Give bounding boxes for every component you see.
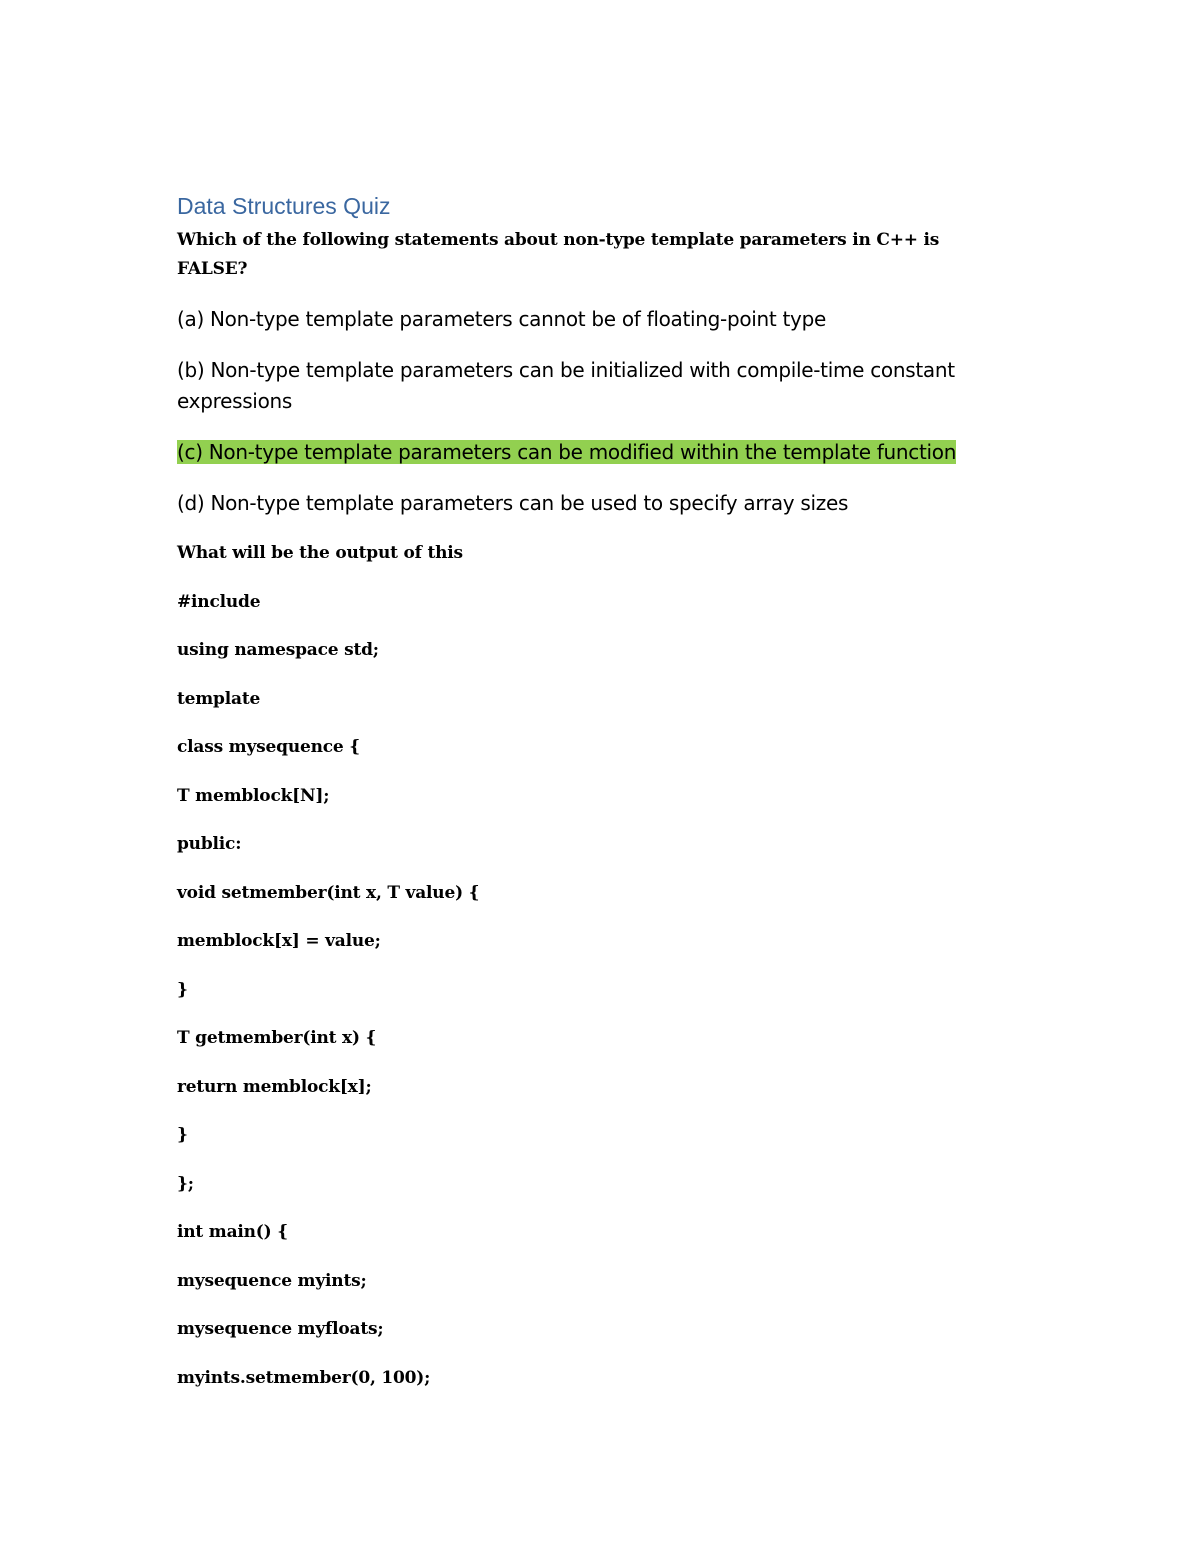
option-a (177, 304, 1007, 335)
option-d (177, 488, 1007, 519)
code-line: #include (177, 591, 261, 612)
code-line: }; (177, 1173, 194, 1194)
quiz-title: Data Structures Quiz (177, 193, 391, 219)
code-line: } (177, 1125, 188, 1145)
code-line: template (177, 688, 261, 709)
code-line: public: (177, 834, 242, 854)
code-block (177, 588, 1007, 1393)
question-1: Which of the following statements about non-type template parameters in C++ is FALSE? (177, 230, 940, 279)
option-d-text: (d) Non-type template parameters can be used to specify array sizes (177, 491, 849, 515)
question-2: What will be the output of this (177, 543, 463, 563)
option-c-text-highlighted: (c) Non-type template parameters can be modified within the template function (177, 440, 957, 464)
option-a-text: (a) Non-type template parameters cannot be of floating-point type (177, 307, 826, 331)
code-line: int main() { (177, 1222, 288, 1242)
code-line: memblock[x] = value; (177, 931, 381, 951)
code-line: return memblock[x]; (177, 1076, 372, 1097)
code-line: using namespace std; (177, 640, 379, 660)
option-b-text: (b) Non-type template parameters can be initialized with compile-time constant expressions (177, 358, 955, 413)
code-line: mysequence myfloats; (177, 1319, 384, 1339)
code-line: class mysequence { (177, 737, 360, 757)
option-b (177, 355, 1007, 417)
code-line: T getmember(int x) { (177, 1028, 377, 1048)
code-line: myints.setmember(0, 100); (177, 1367, 431, 1388)
code-line: } (177, 979, 188, 1000)
option-c (177, 437, 1007, 468)
code-line: T memblock[N]; (177, 785, 330, 806)
code-line: void setmember(int x, T value) { (177, 882, 480, 903)
document-body (177, 190, 1007, 1412)
code-line: mysequence myints; (177, 1270, 367, 1291)
